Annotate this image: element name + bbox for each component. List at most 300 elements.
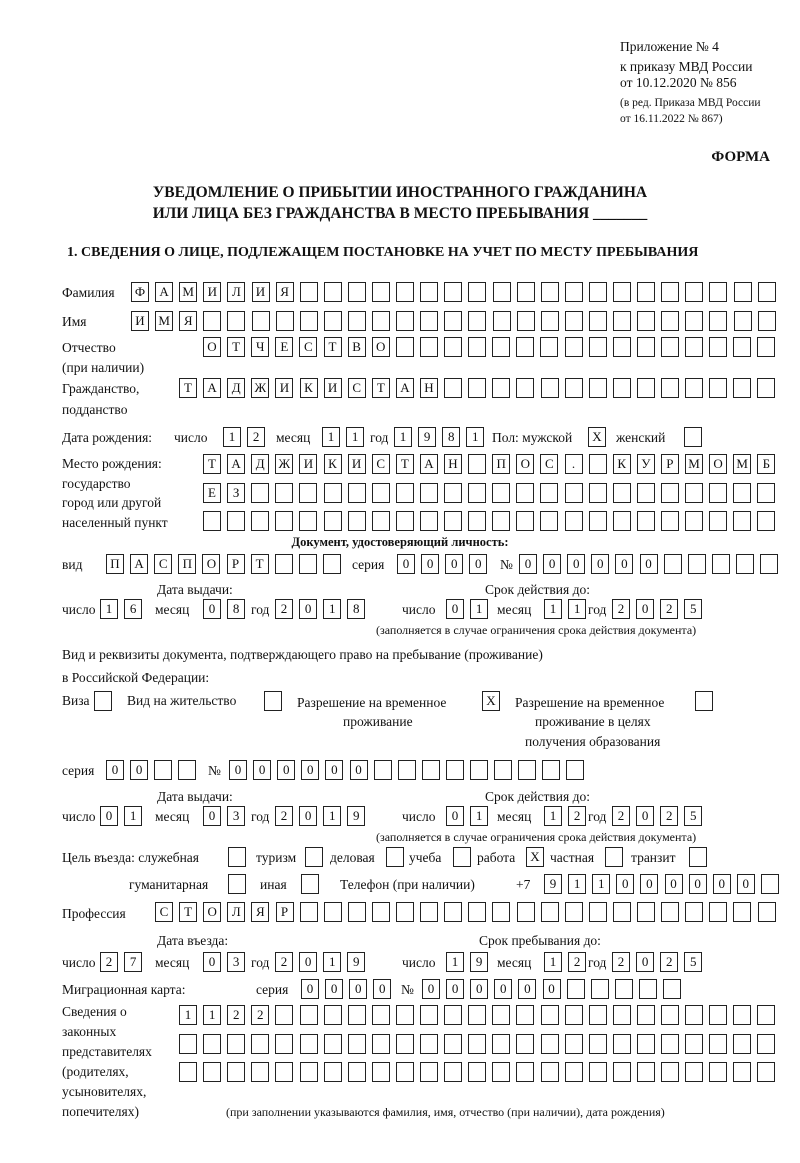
purpose-private-checkbox-cell[interactable] <box>605 847 623 867</box>
birthplace-field-2-cell[interactable] <box>709 483 727 503</box>
profession-field-cell[interactable]: Я <box>251 902 269 922</box>
birthplace-field-2-cell[interactable] <box>661 483 679 503</box>
name-field-cell[interactable] <box>227 311 245 331</box>
year-field-cell[interactable]: 0 <box>299 599 317 619</box>
patronymic-field-cell[interactable]: В <box>348 337 366 357</box>
surname-field-cell[interactable] <box>589 282 607 302</box>
profession-field-cell[interactable] <box>541 902 559 922</box>
year-field-cell[interactable]: 0 <box>299 952 317 972</box>
representatives-field-1-cell[interactable] <box>396 1005 414 1025</box>
profession-field-cell[interactable] <box>300 902 318 922</box>
migration-series-field-cell[interactable]: 0 <box>325 979 343 999</box>
citizenship-field-cell[interactable] <box>637 378 655 398</box>
month-field-cell[interactable]: 8 <box>227 599 245 619</box>
birthplace-field-2-cell[interactable] <box>324 483 342 503</box>
profession-field-cell[interactable] <box>348 902 366 922</box>
patronymic-field-cell[interactable]: О <box>203 337 221 357</box>
name-field-cell[interactable] <box>541 311 559 331</box>
citizenship-field-cell[interactable] <box>757 378 775 398</box>
phone-field-cell[interactable]: 0 <box>713 874 731 894</box>
name-field-cell[interactable] <box>661 311 679 331</box>
birthplace-field-1-cell[interactable]: О <box>516 454 534 474</box>
birthplace-field-1-cell[interactable]: И <box>299 454 317 474</box>
purpose-other-checkbox-cell[interactable] <box>301 874 319 894</box>
patronymic-field-cell[interactable]: О <box>372 337 390 357</box>
name-field-cell[interactable] <box>420 311 438 331</box>
representatives-field-1-cell[interactable] <box>589 1005 607 1025</box>
name-field-cell[interactable] <box>613 311 631 331</box>
profession-field-cell[interactable]: Л <box>227 902 245 922</box>
right-doc-number-field-cell[interactable] <box>494 760 512 780</box>
id-series-field-cell[interactable]: 0 <box>397 554 415 574</box>
birthplace-field-1-cell[interactable]: Б <box>757 454 775 474</box>
birthplace-field-1-cell[interactable]: С <box>540 454 558 474</box>
name-field-cell[interactable]: М <box>155 311 173 331</box>
representatives-field-1-cell[interactable] <box>275 1005 293 1025</box>
right-doc-number-field-cell[interactable] <box>566 760 584 780</box>
patronymic-field-cell[interactable] <box>444 337 462 357</box>
patronymic-field-cell[interactable] <box>661 337 679 357</box>
year-field-cell[interactable]: 2 <box>612 806 630 826</box>
birthplace-field-3-cell[interactable] <box>444 511 462 531</box>
birthplace-field-1-cell[interactable]: . <box>565 454 583 474</box>
birthplace-field-1-cell[interactable]: Ж <box>275 454 293 474</box>
representatives-field-1-cell[interactable] <box>685 1005 703 1025</box>
birthplace-field-2-cell[interactable] <box>275 483 293 503</box>
citizenship-field-cell[interactable]: И <box>324 378 342 398</box>
surname-field-cell[interactable]: Л <box>227 282 245 302</box>
phone-field-cell[interactable]: 1 <box>592 874 610 894</box>
year-field-cell[interactable]: 0 <box>636 806 654 826</box>
representatives-field-3-cell[interactable] <box>613 1062 631 1082</box>
id-kind-field-cell[interactable] <box>299 554 317 574</box>
birthplace-field-1-cell[interactable]: А <box>227 454 245 474</box>
representatives-field-2-cell[interactable] <box>733 1034 751 1054</box>
representatives-field-1-cell[interactable] <box>516 1005 534 1025</box>
representatives-field-1-cell[interactable] <box>372 1005 390 1025</box>
birthplace-field-2-cell[interactable]: З <box>227 483 245 503</box>
year-field-cell[interactable]: 2 <box>275 599 293 619</box>
migration-number-field-cell[interactable] <box>615 979 633 999</box>
patronymic-field-cell[interactable] <box>492 337 510 357</box>
birthplace-field-3-cell[interactable] <box>709 511 727 531</box>
id-kind-field-cell[interactable]: С <box>154 554 172 574</box>
representatives-field-2-cell[interactable] <box>492 1034 510 1054</box>
profession-field-cell[interactable]: Р <box>276 902 294 922</box>
year-field-cell[interactable]: 0 <box>636 599 654 619</box>
birthplace-field-3-cell[interactable] <box>733 511 751 531</box>
surname-field-cell[interactable] <box>468 282 486 302</box>
migration-number-field-cell[interactable]: 0 <box>446 979 464 999</box>
patronymic-field-cell[interactable] <box>637 337 655 357</box>
profession-field-cell[interactable]: О <box>203 902 221 922</box>
year-field-cell[interactable]: 0 <box>299 806 317 826</box>
name-field-cell[interactable] <box>444 311 462 331</box>
representatives-field-2-cell[interactable] <box>300 1034 318 1054</box>
citizenship-field-cell[interactable] <box>685 378 703 398</box>
citizenship-field-cell[interactable]: Т <box>179 378 197 398</box>
name-field-cell[interactable] <box>734 311 752 331</box>
name-field-cell[interactable] <box>589 311 607 331</box>
birth-month-field-cell[interactable]: 1 <box>322 427 340 447</box>
representatives-field-2-cell[interactable] <box>324 1034 342 1054</box>
representatives-field-3-cell[interactable] <box>637 1062 655 1082</box>
representatives-field-2-cell[interactable] <box>444 1034 462 1054</box>
birthplace-field-3-cell[interactable] <box>203 511 221 531</box>
birthplace-field-1-cell[interactable]: К <box>324 454 342 474</box>
day-field-cell[interactable]: 1 <box>124 806 142 826</box>
birthplace-field-2-cell[interactable] <box>637 483 655 503</box>
citizenship-field-cell[interactable]: А <box>396 378 414 398</box>
representatives-field-2-cell[interactable] <box>685 1034 703 1054</box>
representatives-field-2-cell[interactable] <box>637 1034 655 1054</box>
year-field-cell[interactable]: 9 <box>347 806 365 826</box>
birthplace-field-1-cell[interactable]: П <box>492 454 510 474</box>
representatives-field-3-cell[interactable] <box>709 1062 727 1082</box>
day-field-cell[interactable]: 1 <box>100 599 118 619</box>
migration-series-field-cell[interactable]: 0 <box>301 979 319 999</box>
right-doc-number-field-cell[interactable]: 0 <box>277 760 295 780</box>
representatives-field-3-cell[interactable] <box>300 1062 318 1082</box>
birth-month-field-cell[interactable]: 1 <box>346 427 364 447</box>
representatives-field-2-cell[interactable] <box>757 1034 775 1054</box>
id-number-field-cell[interactable] <box>760 554 778 574</box>
month-field-cell[interactable]: 0 <box>203 952 221 972</box>
sex-male-checkbox-cell[interactable]: X <box>588 427 606 447</box>
day-field-cell[interactable]: 0 <box>100 806 118 826</box>
year-field-cell[interactable]: 5 <box>684 599 702 619</box>
profession-field-cell[interactable] <box>733 902 751 922</box>
month-field-cell[interactable]: 1 <box>544 599 562 619</box>
birthplace-field-2-cell[interactable] <box>613 483 631 503</box>
id-kind-field-cell[interactable]: А <box>130 554 148 574</box>
representatives-field-2-cell[interactable] <box>661 1034 679 1054</box>
visa-checkbox-cell[interactable] <box>94 691 112 711</box>
right-doc-number-field-cell[interactable]: 0 <box>229 760 247 780</box>
id-number-field-cell[interactable] <box>664 554 682 574</box>
citizenship-field-cell[interactable] <box>468 378 486 398</box>
surname-field-cell[interactable] <box>420 282 438 302</box>
citizenship-field-cell[interactable] <box>516 378 534 398</box>
surname-field-cell[interactable] <box>300 282 318 302</box>
day-field-cell[interactable]: 0 <box>446 806 464 826</box>
id-kind-field-cell[interactable]: Т <box>251 554 269 574</box>
name-field-cell[interactable] <box>709 311 727 331</box>
day-field-cell[interactable]: 7 <box>124 952 142 972</box>
representatives-field-3-cell[interactable] <box>541 1062 559 1082</box>
representatives-field-1-cell[interactable]: 2 <box>227 1005 245 1025</box>
citizenship-field-cell[interactable]: Д <box>227 378 245 398</box>
citizenship-field-cell[interactable]: Ж <box>251 378 269 398</box>
birthplace-field-2-cell[interactable] <box>251 483 269 503</box>
birthplace-field-2-cell[interactable] <box>757 483 775 503</box>
birthplace-field-1-cell[interactable]: А <box>420 454 438 474</box>
right-doc-series-field-cell[interactable]: 0 <box>130 760 148 780</box>
representatives-field-2-cell[interactable] <box>275 1034 293 1054</box>
patronymic-field-cell[interactable]: Е <box>275 337 293 357</box>
birthplace-field-3-cell[interactable] <box>275 511 293 531</box>
patronymic-field-cell[interactable]: Т <box>324 337 342 357</box>
representatives-field-2-cell[interactable] <box>468 1034 486 1054</box>
surname-field-cell[interactable] <box>493 282 511 302</box>
birthplace-field-2-cell[interactable] <box>348 483 366 503</box>
right-doc-number-field-cell[interactable] <box>542 760 560 780</box>
birthplace-field-1-cell[interactable]: О <box>709 454 727 474</box>
patronymic-field-cell[interactable]: Ч <box>251 337 269 357</box>
migration-number-field-cell[interactable] <box>567 979 585 999</box>
right-doc-number-field-cell[interactable]: 0 <box>253 760 271 780</box>
birthplace-field-3-cell[interactable] <box>589 511 607 531</box>
right-doc-series-field-cell[interactable] <box>154 760 172 780</box>
representatives-field-2-cell[interactable] <box>613 1034 631 1054</box>
profession-field-cell[interactable] <box>517 902 535 922</box>
patronymic-field-cell[interactable] <box>420 337 438 357</box>
name-field-cell[interactable] <box>396 311 414 331</box>
day-field-cell[interactable]: 9 <box>470 952 488 972</box>
birthplace-field-2-cell[interactable] <box>516 483 534 503</box>
year-field-cell[interactable]: 2 <box>660 806 678 826</box>
profession-field-cell[interactable] <box>396 902 414 922</box>
id-number-field-cell[interactable]: 0 <box>543 554 561 574</box>
id-number-field-cell[interactable]: 0 <box>591 554 609 574</box>
id-kind-field-cell[interactable]: Р <box>227 554 245 574</box>
year-field-cell[interactable]: 8 <box>347 599 365 619</box>
name-field-cell[interactable] <box>758 311 776 331</box>
day-field-cell[interactable]: 1 <box>470 599 488 619</box>
birthplace-field-2-cell[interactable] <box>685 483 703 503</box>
month-field-cell[interactable]: 1 <box>544 806 562 826</box>
birthplace-field-1-cell[interactable]: Т <box>396 454 414 474</box>
citizenship-field-cell[interactable] <box>565 378 583 398</box>
profession-field-cell[interactable] <box>420 902 438 922</box>
citizenship-field-cell[interactable]: И <box>275 378 293 398</box>
birthplace-field-3-cell[interactable] <box>685 511 703 531</box>
surname-field-cell[interactable] <box>444 282 462 302</box>
name-field-cell[interactable] <box>372 311 390 331</box>
birthplace-field-2-cell[interactable] <box>540 483 558 503</box>
profession-field-cell[interactable] <box>613 902 631 922</box>
surname-field-cell[interactable] <box>709 282 727 302</box>
patronymic-field-cell[interactable] <box>540 337 558 357</box>
profession-field-cell[interactable]: С <box>155 902 173 922</box>
surname-field-cell[interactable] <box>396 282 414 302</box>
representatives-field-3-cell[interactable] <box>396 1062 414 1082</box>
representatives-field-1-cell[interactable] <box>757 1005 775 1025</box>
representatives-field-1-cell[interactable] <box>420 1005 438 1025</box>
sex-female-checkbox-cell[interactable] <box>684 427 702 447</box>
birthplace-field-1-cell[interactable]: Т <box>203 454 221 474</box>
representatives-field-3-cell[interactable] <box>492 1062 510 1082</box>
representatives-field-3-cell[interactable] <box>757 1062 775 1082</box>
migration-number-field-cell[interactable] <box>639 979 657 999</box>
representatives-field-1-cell[interactable] <box>348 1005 366 1025</box>
right-doc-number-field-cell[interactable]: 0 <box>350 760 368 780</box>
representatives-field-1-cell[interactable] <box>444 1005 462 1025</box>
citizenship-field-cell[interactable]: А <box>203 378 221 398</box>
representatives-field-3-cell[interactable] <box>565 1062 583 1082</box>
citizenship-field-cell[interactable]: К <box>300 378 318 398</box>
purpose-business-checkbox-cell[interactable] <box>386 847 404 867</box>
day-field-cell[interactable]: 1 <box>446 952 464 972</box>
id-kind-field-cell[interactable]: П <box>106 554 124 574</box>
representatives-field-1-cell[interactable]: 1 <box>179 1005 197 1025</box>
representatives-field-2-cell[interactable] <box>227 1034 245 1054</box>
profession-field-cell[interactable] <box>661 902 679 922</box>
representatives-field-3-cell[interactable] <box>251 1062 269 1082</box>
right-doc-number-field-cell[interactable] <box>446 760 464 780</box>
birthplace-field-3-cell[interactable] <box>348 511 366 531</box>
profession-field-cell[interactable] <box>324 902 342 922</box>
representatives-field-3-cell[interactable] <box>516 1062 534 1082</box>
citizenship-field-cell[interactable]: С <box>348 378 366 398</box>
right-doc-series-field-cell[interactable] <box>178 760 196 780</box>
representatives-field-3-cell[interactable] <box>227 1062 245 1082</box>
representatives-field-1-cell[interactable] <box>637 1005 655 1025</box>
id-kind-field-cell[interactable] <box>275 554 293 574</box>
residence-checkbox-cell[interactable] <box>264 691 282 711</box>
phone-field-cell[interactable]: 1 <box>568 874 586 894</box>
profession-field-cell[interactable] <box>492 902 510 922</box>
name-field-cell[interactable] <box>324 311 342 331</box>
surname-field-cell[interactable] <box>661 282 679 302</box>
year-field-cell[interactable]: 2 <box>612 599 630 619</box>
citizenship-field-cell[interactable]: Н <box>420 378 438 398</box>
representatives-field-3-cell[interactable] <box>324 1062 342 1082</box>
birth-day-field-cell[interactable]: 1 <box>223 427 241 447</box>
representatives-field-2-cell[interactable] <box>709 1034 727 1054</box>
citizenship-field-cell[interactable] <box>444 378 462 398</box>
representatives-field-1-cell[interactable] <box>300 1005 318 1025</box>
birthplace-field-2-cell[interactable] <box>565 483 583 503</box>
representatives-field-3-cell[interactable] <box>685 1062 703 1082</box>
representatives-field-2-cell[interactable] <box>589 1034 607 1054</box>
birthplace-field-3-cell[interactable] <box>299 511 317 531</box>
birth-year-field-cell[interactable]: 9 <box>418 427 436 447</box>
representatives-field-1-cell[interactable] <box>492 1005 510 1025</box>
patronymic-field-cell[interactable] <box>516 337 534 357</box>
name-field-cell[interactable] <box>493 311 511 331</box>
representatives-field-3-cell[interactable] <box>275 1062 293 1082</box>
year-field-cell[interactable]: 1 <box>323 599 341 619</box>
profession-field-cell[interactable] <box>468 902 486 922</box>
name-field-cell[interactable] <box>685 311 703 331</box>
year-field-cell[interactable]: 5 <box>684 806 702 826</box>
birthplace-field-3-cell[interactable] <box>516 511 534 531</box>
year-field-cell[interactable]: 2 <box>612 952 630 972</box>
birth-year-field-cell[interactable]: 8 <box>442 427 460 447</box>
patronymic-field-cell[interactable] <box>733 337 751 357</box>
name-field-cell[interactable] <box>203 311 221 331</box>
birthplace-field-2-cell[interactable] <box>444 483 462 503</box>
migration-series-field-cell[interactable]: 0 <box>349 979 367 999</box>
patronymic-field-cell[interactable] <box>685 337 703 357</box>
birthplace-field-3-cell[interactable] <box>757 511 775 531</box>
year-field-cell[interactable]: 1 <box>323 806 341 826</box>
birthplace-field-3-cell[interactable] <box>227 511 245 531</box>
birthplace-field-3-cell[interactable] <box>324 511 342 531</box>
profession-field-cell[interactable] <box>372 902 390 922</box>
birthplace-field-2-cell[interactable]: Е <box>203 483 221 503</box>
migration-number-field-cell[interactable]: 0 <box>494 979 512 999</box>
id-series-field-cell[interactable]: 0 <box>445 554 463 574</box>
birthplace-field-1-cell[interactable]: У <box>637 454 655 474</box>
representatives-field-3-cell[interactable] <box>420 1062 438 1082</box>
name-field-cell[interactable] <box>276 311 294 331</box>
birthplace-field-1-cell[interactable]: Р <box>661 454 679 474</box>
patronymic-field-cell[interactable] <box>709 337 727 357</box>
representatives-field-3-cell[interactable] <box>733 1062 751 1082</box>
surname-field-cell[interactable] <box>637 282 655 302</box>
birthplace-field-1-cell[interactable]: С <box>372 454 390 474</box>
month-field-cell[interactable]: 0 <box>203 806 221 826</box>
birthplace-field-3-cell[interactable] <box>372 511 390 531</box>
migration-number-field-cell[interactable]: 0 <box>543 979 561 999</box>
surname-field-cell[interactable] <box>685 282 703 302</box>
representatives-field-2-cell[interactable] <box>565 1034 583 1054</box>
surname-field-cell[interactable] <box>734 282 752 302</box>
representatives-field-3-cell[interactable] <box>372 1062 390 1082</box>
representatives-field-2-cell[interactable] <box>396 1034 414 1054</box>
month-field-cell[interactable]: 3 <box>227 806 245 826</box>
surname-field-cell[interactable] <box>324 282 342 302</box>
birthplace-field-2-cell[interactable] <box>492 483 510 503</box>
month-field-cell[interactable]: 2 <box>568 806 586 826</box>
citizenship-field-cell[interactable] <box>733 378 751 398</box>
citizenship-field-cell[interactable] <box>709 378 727 398</box>
month-field-cell[interactable]: 2 <box>568 952 586 972</box>
right-doc-number-field-cell[interactable] <box>470 760 488 780</box>
profession-field-cell[interactable] <box>758 902 776 922</box>
birthplace-field-3-cell[interactable] <box>251 511 269 531</box>
year-field-cell[interactable]: 0 <box>636 952 654 972</box>
birthplace-field-3-cell[interactable] <box>492 511 510 531</box>
right-doc-series-field-cell[interactable]: 0 <box>106 760 124 780</box>
name-field-cell[interactable] <box>300 311 318 331</box>
representatives-field-2-cell[interactable] <box>420 1034 438 1054</box>
surname-field-cell[interactable] <box>372 282 390 302</box>
trp-checkbox-cell[interactable]: X <box>482 691 500 711</box>
profession-field-cell[interactable]: Т <box>179 902 197 922</box>
migration-number-field-cell[interactable]: 0 <box>422 979 440 999</box>
birthplace-field-1-cell[interactable]: К <box>613 454 631 474</box>
id-number-field-cell[interactable] <box>688 554 706 574</box>
name-field-cell[interactable] <box>468 311 486 331</box>
right-doc-number-field-cell[interactable] <box>422 760 440 780</box>
surname-field-cell[interactable] <box>517 282 535 302</box>
surname-field-cell[interactable]: И <box>203 282 221 302</box>
patronymic-field-cell[interactable]: С <box>299 337 317 357</box>
year-field-cell[interactable]: 2 <box>660 599 678 619</box>
surname-field-cell[interactable]: И <box>252 282 270 302</box>
representatives-field-3-cell[interactable] <box>179 1062 197 1082</box>
purpose-transit-checkbox-cell[interactable] <box>689 847 707 867</box>
surname-field-cell[interactable] <box>541 282 559 302</box>
birth-day-field-cell[interactable]: 2 <box>247 427 265 447</box>
id-kind-field-cell[interactable] <box>323 554 341 574</box>
patronymic-field-cell[interactable] <box>565 337 583 357</box>
representatives-field-1-cell[interactable] <box>541 1005 559 1025</box>
surname-field-cell[interactable]: А <box>155 282 173 302</box>
name-field-cell[interactable]: И <box>131 311 149 331</box>
right-doc-number-field-cell[interactable]: 0 <box>325 760 343 780</box>
right-doc-number-field-cell[interactable] <box>374 760 392 780</box>
citizenship-field-cell[interactable] <box>613 378 631 398</box>
citizenship-field-cell[interactable] <box>541 378 559 398</box>
phone-field-cell[interactable]: 0 <box>616 874 634 894</box>
patronymic-field-cell[interactable] <box>589 337 607 357</box>
purpose-work-checkbox-cell[interactable]: X <box>526 847 544 867</box>
name-field-cell[interactable] <box>565 311 583 331</box>
